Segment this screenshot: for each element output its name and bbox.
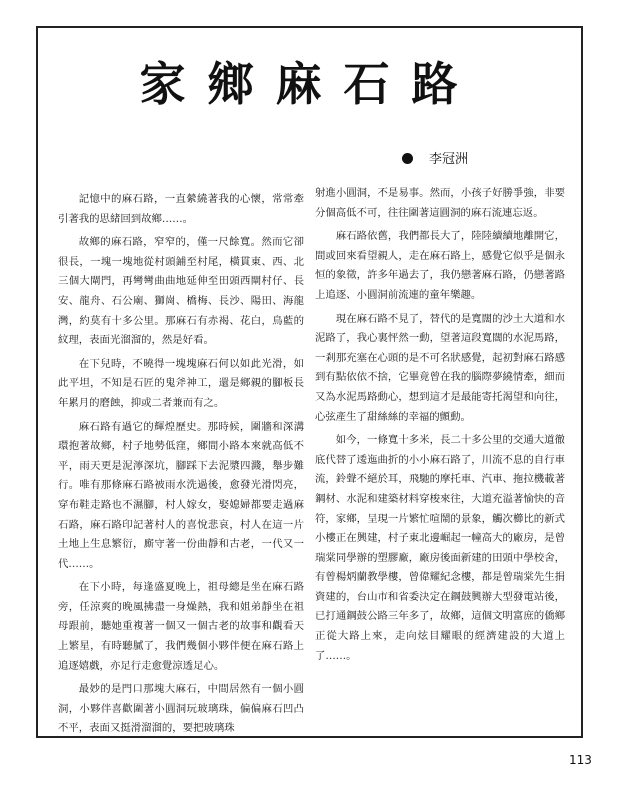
article-title: 家鄉麻石路 [139, 57, 480, 111]
left-column [58, 190, 304, 743]
paragraph: 麻石路有過它的輝煌歷史。那時候，圍牆和深溝環抱著故鄉，村子地勢低窪，鄉間小路本來就高低不平，雨天更是泥濘深坑，腳踩下去泥漿四濺，舉步難行。唯有那條麻石路被雨水洗過後，愈發光滑閃亮，穿布鞋走路也不濕腳，村人嫁女，娶媳婦都要走過麻石路，麻石路印記著村人的喜悅悲哀，村人在這一片土地上生息繁衍，廝守著一份曲靜和古老，一代又一代……。 [58, 420, 304, 570]
paragraph: 麻石路依舊，我們都長大了，陸陸續續地離開它，間或回來看望親人，走在麻石路上，感覺它似乎是個永恒的象徵，許多年過去了，我仍戀著麻石路，仍戀著路上追逐、小圓洞前流連的童年樂趣。 [315, 230, 565, 301]
author-name: 李冠洲 [429, 152, 469, 167]
author-line [402, 148, 468, 167]
paragraph: 在下小時，每逢盛夏晚上，祖母總是坐在麻石路旁，任涼爽的晚風拂盡一身燥熱，我和姐弟靜坐在祖母跟前，聽她重複著一個又一個古老的故事和觀看天上繁星，有時聽膩了，我們幾個小夥伴便在麻石路上追逐嬉戲，亦足行走愈覺涼透足心。 [58, 581, 304, 672]
paragraph: 在下兒時，不曉得一塊塊麻石何以如此光滑，如此平坦，不知是石匠的鬼斧神工，還是鄉親的腳板長年累月的磨蝕，抑或二者兼而有之。 [58, 357, 304, 409]
paragraph: 如今，一條寬十多米，長二十多公里的交通大道徹底代替了逶迤曲折的小小麻石路了，川流不息的自行車流，鈴聲不絕於耳，飛馳的摩托車、汽車、拖拉機載著鋼材、水泥和建築材料穿梭來往，大道充溢著愉快的音符，家鄉，呈現一片繁忙喧鬧的景象，觸次櫛比的新式小樓正在興建，村子東北邊崛起一幢高大的廠房，是曾瑞棠同學辦的塑膠廠，廠房後面新建的田頭中學校舍，有曾楊炳蘭教學樓，曾偉耀紀念樓，都是曾瑞棠先生捐資建的，台山市和省委決定在鋼鼓興辦大型發電站後，已打通鋼鼓公路三年多了，故鄉，這個文明富庶的僑鄉正從大路上來，走向炫目耀眼的經濟建設的大道上了……。 [315, 434, 565, 662]
paragraph: 記憶中的麻石路，一直縈繞著我的心懷，常常牽引著我的思緒回到故鄉……。 [58, 193, 304, 225]
right-column [315, 184, 565, 670]
page-number: 113 [569, 753, 592, 767]
paragraph: 故鄉的麻石路，窄窄的，僅一尺餘寬。然而它卻很長，一塊一塊地從村頭鋪至村尾，橫貫東、西、北三個大閘門，再彎彎曲曲地延伸至田頭西閘村仔、長安、龍舟、石公廟、獅崗、橋梅、長沙、陽田、海龍灣，約莫有十多公里。那麻石有赤褐、花白，鳥藍的紋理，表面光溜溜的，然是好看。 [58, 236, 304, 347]
bullet-icon [402, 153, 413, 164]
paragraph: 射進小圓洞，不是易事。然而，小孩子好勝爭強，非要分個高低不可，往往圍著這圓洞的麻石流連忘返。 [315, 187, 565, 219]
paragraph: 最妙的是門口那塊大麻石，中間居然有一個小圓洞，小夥伴喜歡圍著小圓洞玩玻璃珠，偏偏麻石凹凸不平，表面又挺滑溜溜的，要把玻璃珠 [58, 683, 304, 735]
paragraph: 現在麻石路不見了，替代的是寬闊的沙土大道和水泥路了，我心裏怦然一動，望著這段寬闊的水泥馬路，一剎那充塞在心頭的是不可名狀感覺，起初對麻石路感到有點依依不捨，它畢竟曾在我的腦際夢繞情牽，細而又為水泥馬路動心，想到這才是最能寄托渴望和向往，心弦產生了甜絲絲的幸福的顫動。 [315, 312, 565, 423]
